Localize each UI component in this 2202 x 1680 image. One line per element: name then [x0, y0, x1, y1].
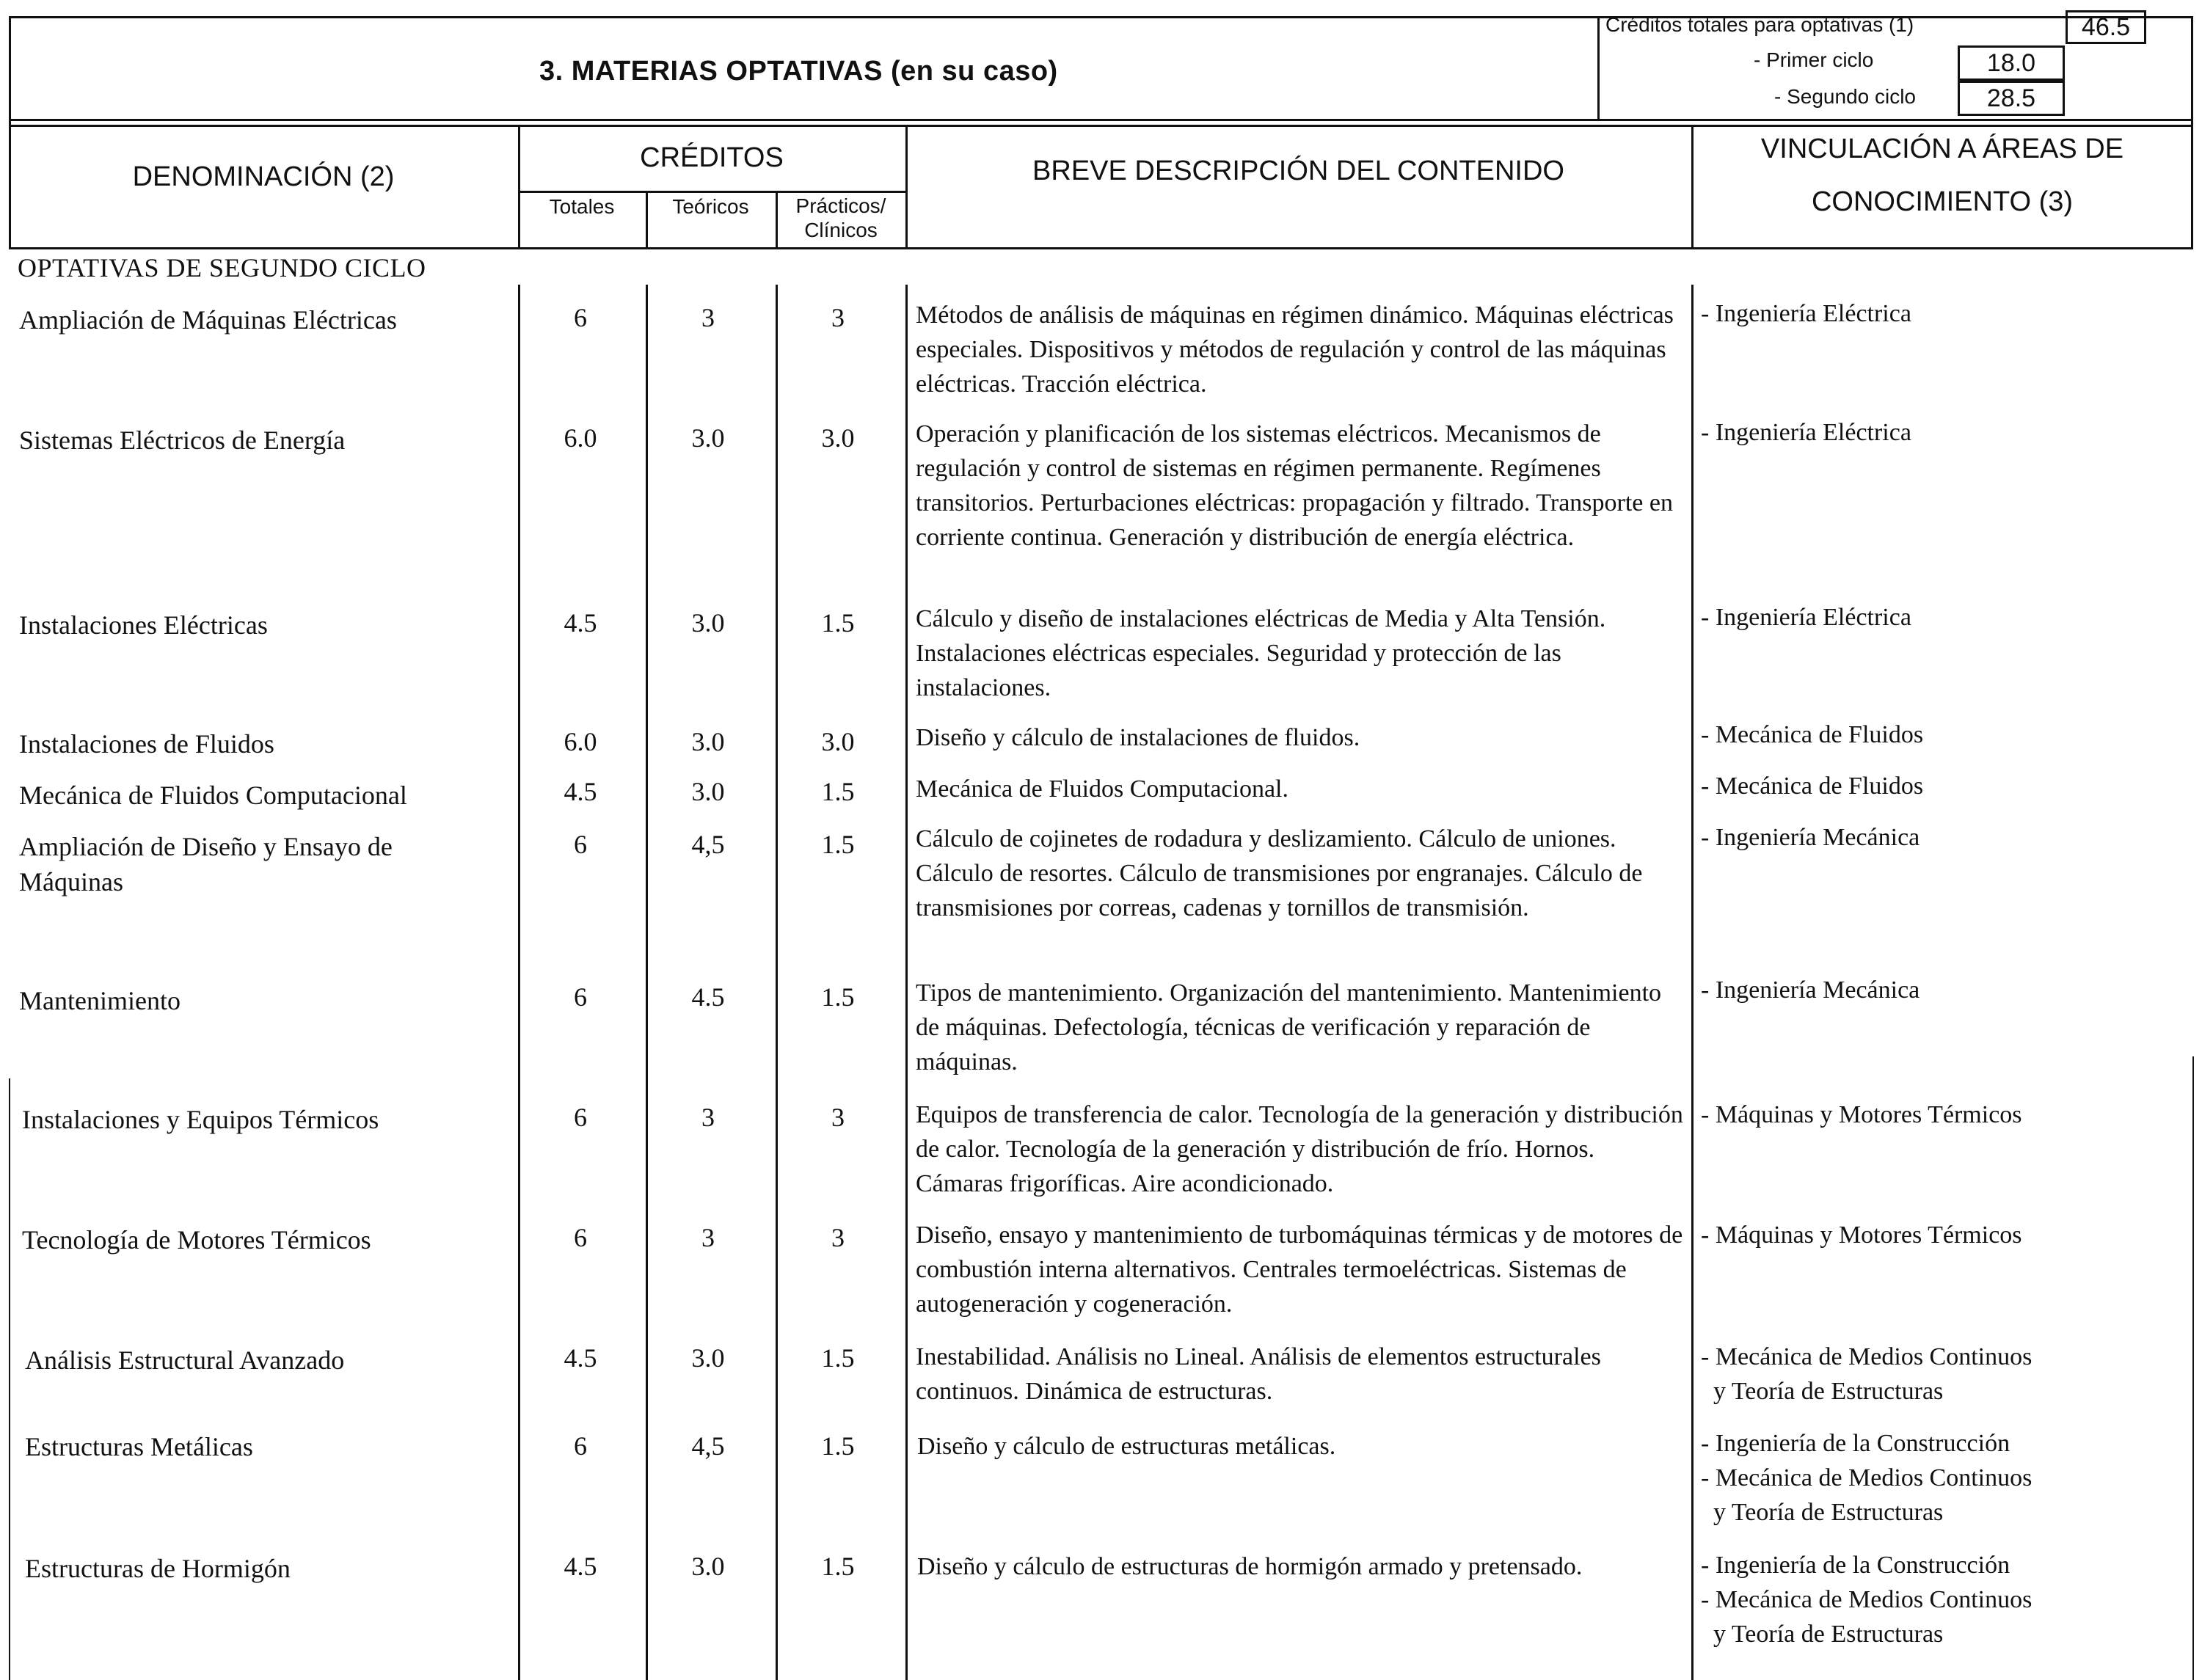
- row-description: Cálculo de cojinetes de rodadura y deslizamiento. Cálculo de uniones. Cálculo de resortes. Cálculo de transmisiones por engranajes. Cálculo de transmisiones por correas, cadenas y tornillos de transmisión.: [916, 825, 1643, 921]
- row-teoricos: 3.0: [691, 423, 725, 453]
- row-description: Mecánica de Fluidos Computacional.: [916, 775, 1288, 803]
- body-col-line-4: [905, 285, 908, 1680]
- row-practicos: 1.5: [821, 1552, 855, 1581]
- row-practicos: 1.5: [821, 608, 855, 638]
- row-teoricos: 4,5: [691, 1431, 725, 1461]
- row-name: Tecnología de Motores Térmicos: [22, 1225, 371, 1254]
- row-totales: 6: [574, 830, 587, 859]
- row-description: Inestabilidad. Análisis no Lineal. Análisis de elementos estructurales continuos. Dinámica de estructuras.: [916, 1343, 1601, 1405]
- row-name: Sistemas Eléctricos de Energía: [19, 426, 346, 455]
- row-areas: - Máquinas y Motores Térmicos: [1701, 1101, 2022, 1128]
- row-areas: - Ingeniería Eléctrica: [1701, 604, 1911, 631]
- row-teoricos: 3: [701, 1103, 715, 1132]
- row-areas: - Máquinas y Motores Térmicos: [1701, 1221, 2022, 1249]
- row-areas: - Ingeniería de la Construcción - Mecánica de Medios Continuos y Teoría de Estructuras: [1701, 1552, 2033, 1648]
- row-description: Tipos de mantenimiento. Organización del mantenimiento. Mantenimiento de máquinas. Defectología, técnicas de verificación y reparación de máquinas.: [916, 979, 1662, 1075]
- header-denominacion: DENOMINACIÓN (2): [132, 161, 395, 192]
- row-teoricos: 3: [701, 303, 715, 332]
- title-divider: [1597, 16, 1600, 119]
- header-practicos: Prácticos/ Clínicos: [795, 194, 886, 241]
- row-practicos: 3: [831, 303, 845, 332]
- row-areas: - Ingeniería de la Construcción - Mecánica de Medios Continuos y Teoría de Estructuras: [1701, 1430, 2033, 1526]
- row-practicos: 1.5: [821, 777, 855, 806]
- row-name: Mantenimiento: [19, 986, 181, 1015]
- row-description: Operación y planificación de los sistemas eléctricos. Mecanismos de regulación y control de sistemas en régimen permanente. Regímenes transitorios. Perturbaciones eléctricas: propagación y filtrado. Transporte en corriente continua. Generación y distribución de energía eléctrica.: [916, 420, 1673, 551]
- row-description: Diseño y cálculo de estructuras metálicas.: [917, 1433, 1336, 1460]
- row-practicos: 1.5: [821, 1431, 855, 1461]
- row-name: Análisis Estructural Avanzado: [25, 1345, 345, 1375]
- row-name: Instalaciones de Fluidos: [19, 729, 274, 759]
- second-cycle-value: 28.5: [1958, 81, 2065, 116]
- row-name: Instalaciones y Equipos Térmicos: [22, 1105, 379, 1134]
- header-descripcion: BREVE DESCRIPCIÓN DEL CONTENIDO: [1032, 156, 1564, 186]
- section-title: OPTATIVAS DE SEGUNDO CICLO: [18, 253, 426, 282]
- page-title: 3. MATERIAS OPTATIVAS (en su caso): [539, 56, 1058, 87]
- row-areas: - Mecánica de Medios Continuos y Teoría de Estructuras: [1701, 1343, 2033, 1405]
- row-teoricos: 3: [701, 1223, 715, 1252]
- header-vinculacion-2: CONOCIMIENTO (3): [1811, 186, 2074, 217]
- total-credits-value: 46.5: [2066, 10, 2146, 44]
- row-totales: 6.0: [564, 423, 597, 453]
- row-description: Cálculo y diseño de instalaciones eléctricas de Media y Alta Tensión. Instalaciones eléctricas especiales. Seguridad y protección de las instalaciones.: [916, 605, 1606, 701]
- first-cycle-label: - Primer ciclo: [1754, 48, 1874, 71]
- row-areas: - Ingeniería Eléctrica: [1701, 300, 1911, 327]
- header-teoricos: Teóricos: [672, 195, 749, 218]
- row-description: Diseño, ensayo y mantenimiento de turbomáquinas térmicas y de motores de combustión interna alternativos. Centrales termoeléctricas. Sistemas de autogeneración y cogeneración.: [916, 1221, 1683, 1318]
- row-teoricos: 3.0: [691, 777, 725, 806]
- row-areas: - Ingeniería Eléctrica: [1701, 419, 1911, 446]
- row-teoricos: 4.5: [691, 982, 725, 1012]
- row-practicos: 1.5: [821, 982, 855, 1012]
- body-right-line: [2192, 1056, 2194, 1680]
- row-areas: - Mecánica de Fluidos: [1701, 721, 1924, 748]
- row-areas: - Mecánica de Fluidos: [1701, 773, 1924, 800]
- header-bottom-border: [9, 247, 2193, 249]
- left-border: [9, 16, 11, 249]
- row-teoricos: 3.0: [691, 608, 725, 638]
- row-name: Ampliación de Máquinas Eléctricas: [19, 305, 397, 335]
- row-practicos: 1.5: [821, 830, 855, 859]
- second-cycle-label: - Segundo ciclo: [1774, 85, 1917, 108]
- row-totales: 6.0: [564, 727, 597, 756]
- row-name: Mecánica de Fluidos Computacional: [19, 781, 407, 810]
- row-name: Estructuras de Hormigón: [25, 1554, 291, 1583]
- row-teoricos: 3.0: [691, 1343, 725, 1373]
- row-practicos: 3.0: [821, 727, 855, 756]
- row-description: Diseño y cálculo de estructuras de hormigón armado y pretensado.: [917, 1553, 1583, 1580]
- creditos-divider: [518, 191, 905, 193]
- header-totales: Totales: [549, 195, 615, 218]
- col-divider-4: [905, 125, 908, 249]
- header-creditos: CRÉDITOS: [640, 142, 784, 173]
- row-areas: - Ingeniería Mecánica: [1701, 976, 1920, 1004]
- row-teoricos: 3.0: [691, 1552, 725, 1581]
- row-totales: 6: [574, 1223, 587, 1252]
- row-totales: 6: [574, 1103, 587, 1132]
- row-practicos: 3: [831, 1223, 845, 1252]
- row-totales: 4.5: [564, 1343, 597, 1373]
- header-top-border: [9, 125, 2193, 127]
- row-totales: 6: [574, 303, 587, 332]
- row-description: Métodos de análisis de máquinas en régimen dinámico. Máquinas eléctricas especiales. Dispositivos y métodos de regulación y control de las máquinas eléctricas. Tracción eléctrica.: [916, 302, 1674, 398]
- row-name: Ampliación de Diseño y Ensayo de Máquinas: [19, 832, 393, 896]
- row-name: Instalaciones Eléctricas: [19, 610, 268, 640]
- row-practicos: 3.0: [821, 423, 855, 453]
- row-practicos: 1.5: [821, 1343, 855, 1373]
- row-description: Equipos de transferencia de calor. Tecnología de la generación y distribución de calor. Tecnología de la generación y distribución de frío. Hornos. Cámaras frigoríficas. Aire acondicionado.: [916, 1101, 1683, 1197]
- row-totales: 4.5: [564, 608, 597, 638]
- row-areas: - Ingeniería Mecánica: [1701, 824, 1920, 851]
- row-teoricos: 3.0: [691, 727, 725, 756]
- row-description: Diseño y cálculo de instalaciones de fluidos.: [916, 724, 1360, 751]
- first-cycle-value: 18.0: [1958, 45, 2065, 81]
- total-credits-label: Créditos totales para optativas (1): [1605, 13, 1914, 36]
- row-practicos: 3: [831, 1103, 845, 1132]
- title-bottom-border: [9, 119, 2193, 121]
- row-totales: 6: [574, 982, 587, 1012]
- body-left-line: [9, 1078, 10, 1680]
- row-totales: 6: [574, 1431, 587, 1461]
- row-totales: 4.5: [564, 1552, 597, 1581]
- sub-divider-2: [776, 191, 778, 249]
- header-vinculacion-1: VINCULACIÓN A ÁREAS DE: [1760, 134, 2124, 164]
- body-col-line-5: [1691, 285, 1694, 1680]
- row-teoricos: 4,5: [691, 830, 725, 859]
- row-name: Estructuras Metálicas: [25, 1432, 253, 1461]
- row-totales: 4.5: [564, 777, 597, 806]
